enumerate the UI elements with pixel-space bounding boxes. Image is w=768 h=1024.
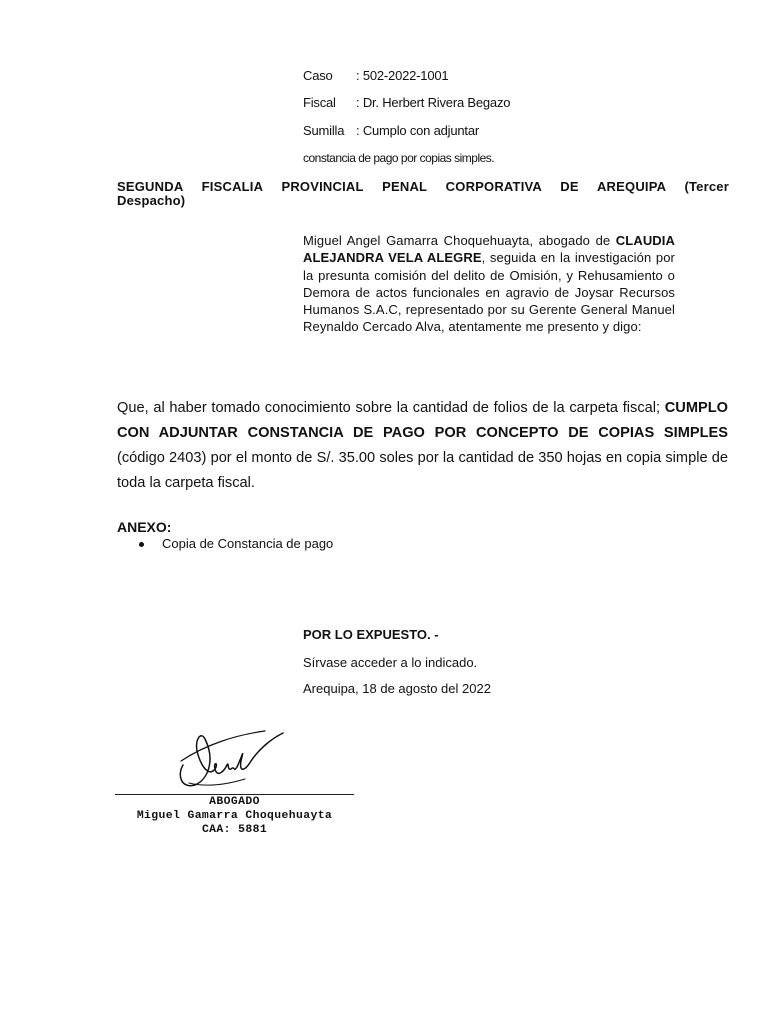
intro-part2: , seguida en la investigación por la presunta comisión del delito de Omisión, y Rehusamiento o Demora de actos funcionales en agravio de Joysar Recursos Humanos S.A.C, representado por su Gerente General Manuel Reynaldo Cercado Alva, atentamente me presento y digo:: [303, 250, 675, 335]
signature-caa: CAA: 5881: [201, 824, 268, 836]
intro-paragraph: [303, 232, 675, 336]
body-paragraph: [117, 396, 728, 496]
caso-value: : 502-2022-1001: [356, 68, 449, 83]
list-item: [139, 536, 333, 551]
client-name: CLAUDIA ALEJANDRA VELA ALEGRE: [303, 233, 675, 266]
fiscal-value: : Dr. Herbert Rivera Begazo: [356, 95, 511, 110]
fiscal-label: Fiscal: [303, 95, 336, 110]
body-bold: CUMPLO CON ADJUNTAR CONSTANCIA DE PAGO POR CONCEPTO DE COPIAS SIMPLES: [117, 400, 728, 441]
signature-name: Miguel Gamarra Choquehuayta: [136, 810, 333, 822]
anexo-title: ANEXO:: [117, 519, 172, 535]
header-sumilla: [303, 123, 479, 138]
place-date: Arequipa, 18 de agosto del 2022: [303, 681, 491, 696]
sumilla-label: Sumilla: [303, 123, 345, 138]
header-caso: [303, 68, 448, 83]
body-part1: Que, al haber tomado conocimiento sobre la cantidad de folios de la carpeta fiscal;: [117, 400, 665, 416]
anexo-item-label: Copia de Constancia de pago: [162, 536, 334, 551]
sumilla-continuation: constancia de pago por copias simples.: [303, 151, 495, 165]
anexo-list: [139, 536, 333, 551]
addressee: SEGUNDA FISCALIA PROVINCIAL PENAL CORPORATIVA DE AREQUIPA (Tercer Despacho): [117, 179, 729, 208]
signature-scribble: [175, 725, 287, 795]
por-lo-expuesto: POR LO EXPUESTO. -: [303, 627, 439, 642]
sumilla-value: : Cumplo con adjuntar: [356, 123, 479, 138]
signature-line: [115, 794, 354, 795]
request-text: Sírvase acceder a lo indicado.: [303, 655, 478, 670]
header-fiscal: [303, 95, 510, 110]
body-part2: (código 2403) por el monto de S/. 35.00 soles por la cantidad de 350 hojas en copia simple de toda la carpeta fiscal.: [117, 450, 728, 491]
intro-part1: Miguel Angel Gamarra Choquehuayta, abogado de: [303, 233, 616, 248]
caso-label: Caso: [303, 68, 333, 83]
bullet-icon: [139, 542, 144, 547]
signature-role: ABOGADO: [209, 796, 260, 808]
